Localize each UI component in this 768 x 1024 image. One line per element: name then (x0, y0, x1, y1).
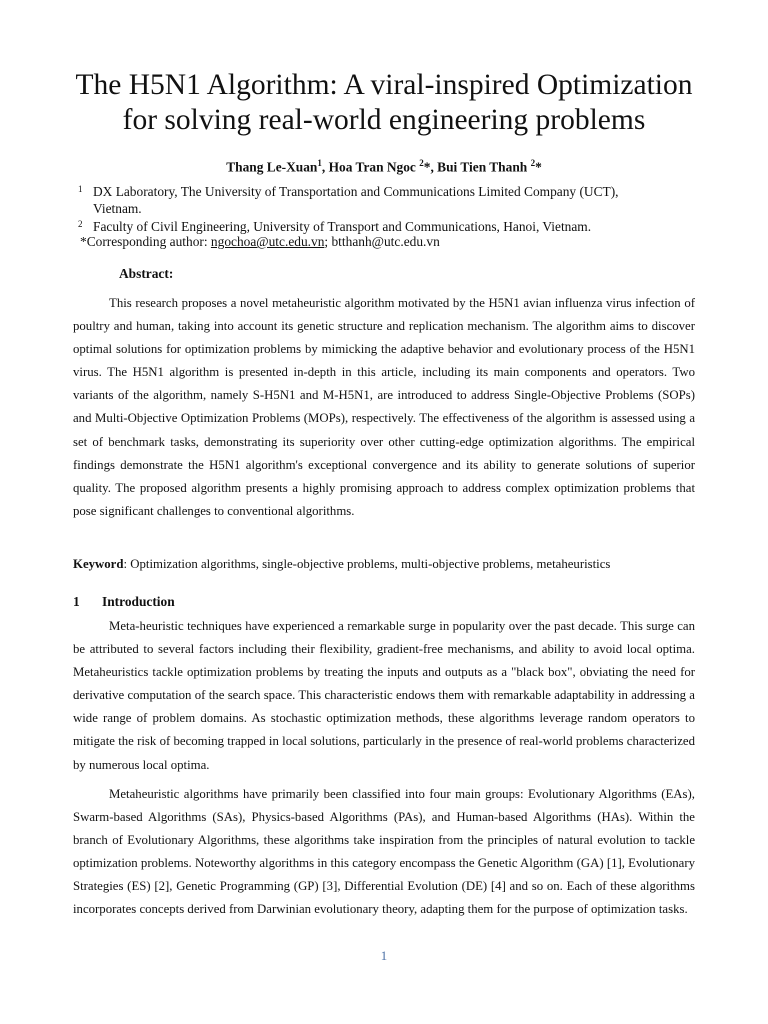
affiliation-2-line-1: Faculty of Civil Engineering, University of Transport and Communications, Hanoi, Vietnam. (93, 219, 592, 234)
title-line-2: for solving real-world engineering problems (122, 104, 646, 136)
section-heading-introduction (73, 594, 175, 610)
affiliation-1 (78, 183, 619, 217)
author-2-name: Hoa Tran Ngoc (328, 159, 420, 175)
affiliation-2 (78, 218, 591, 235)
corresponding-label: *Corresponding author: (80, 234, 211, 249)
section-title: Introduction (102, 594, 175, 609)
section-number: 1 (73, 594, 80, 609)
author-3-name: Bui Tien Thanh (437, 159, 531, 175)
author-1-name: Thang Le-Xuan (226, 159, 318, 175)
author-separator: , (430, 159, 438, 175)
author-separator: , (321, 159, 329, 175)
email-link-1[interactable]: ngochoa@utc.edu.vn (210, 234, 325, 249)
author-3-affil: 2 (530, 158, 536, 168)
email-2: btthanh@utc.edu.vn (331, 234, 440, 249)
introduction-paragraph-1: Meta-heuristic techniques have experienced a remarkable surge in popularity over the past decade. This surge can be attributed to several factors including their flexibility, gradient-free mechanisms, and ability to avoid local optima. Metaheuristics tackle optimization problems by treating the inputs and outputs as a "black box", obviating the need for derivative computation of the search space. This characteristic endows them with remarkable adaptability in addressing a wide range of problem domains. As stochastic optimization methods, these algorithms leverage random operators to mitigate the risk of becoming trapped in local solutions, particularly in the presence of real-world problems characterized by numerous local optima. (73, 619, 695, 772)
introduction-paragraph-2: Metaheuristic algorithms have primarily been classified into four main groups: Evolutionary Algorithms (EAs), Swarm-based Algorithms (SAs), Physics-based Algorithms (PAs), and Human-based Algorithms (HAs). Within the branch of Evolutionary Algorithms, these algorithms take inspiration from the principles of natural evolution to tackle optimization problems. Noteworthy algorithms in this category encompass the Genetic Algorithm (GA) [1], Evolutionary Strategies (ES) [2], Genetic Programming (GP) [3], Differential Evolution (DE) [4] and so on. Each of these algorithms incorporates concepts derived from Darwinian evolutionary theory, adapting them for the purpose of optimization tasks. (73, 787, 695, 917)
author-3-corresponding-mark: * (535, 159, 542, 175)
keywords (73, 557, 610, 572)
corresponding-author (80, 234, 440, 250)
abstract-heading: Abstract: (119, 266, 174, 281)
author-1-affil: 1 (317, 158, 322, 168)
abstract-text: This research proposes a novel metaheuristic algorithm motivated by the H5N1 avian influenza virus infection of poultry and human, taking into account its genetic structure and replication mechanism. The algorithm aims to discover optimal solutions for optimization problems by mimicking the adaptive behavior and evolutionary process of the H5N1 virus. The H5N1 algorithm is presented in-depth in this article, including its main components and operators. Two variants of the algorithm, namely S-H5N1 and M-H5N1, are introduced to address Single-Objective Problems (SOPs) and Multi-Objective Optimization Problems (MOPs), respectively. The effectiveness of the algorithm is assessed using a set of benchmark tasks, demonstrating its superiority over other cutting-edge optimization algorithms. The empirical findings demonstrate the H5N1 algorithm's exceptional convergence and its ability to generate solutions of superior quality. The proposed algorithm presents a highly promising approach to address complex optimization problems that pose significant challenges to conventional algorithms. (73, 296, 695, 518)
author-2-affil: 2 (419, 158, 424, 168)
page-number: 1 (380, 949, 388, 963)
affiliation-1-line-1: DX Laboratory, The University of Transportation and Communications Limited Company (UCT), (93, 184, 619, 199)
author-list (40, 158, 728, 175)
affiliation-1-line-2: Vietnam. (93, 201, 142, 216)
paper-title (40, 68, 728, 138)
affiliation-1-number: 1 (78, 184, 83, 194)
affiliation-2-number: 2 (78, 219, 83, 229)
keywords-text: Optimization algorithms, single-objective problems, multi-objective problems, metaheuristics (130, 557, 611, 571)
email-separator: ; (324, 234, 332, 249)
keywords-label: Keyword (73, 557, 124, 571)
keywords-colon: : (123, 557, 131, 571)
author-2-corresponding-mark: * (423, 159, 431, 175)
title-line-1: The H5N1 Algorithm: A viral-inspired Optimization (75, 69, 693, 101)
